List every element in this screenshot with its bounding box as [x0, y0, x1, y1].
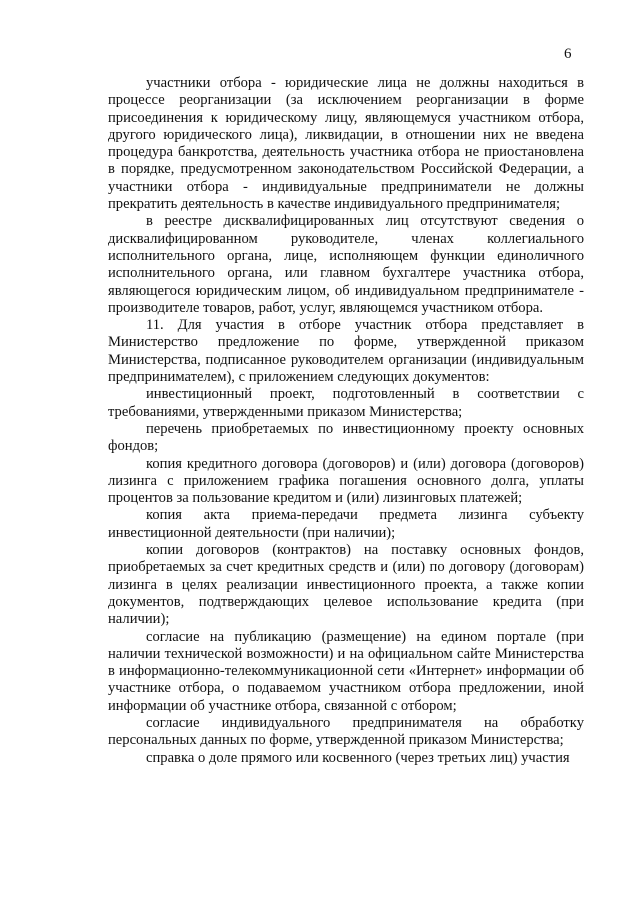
paragraph-fixed-assets-list: перечень приобретаемых по инвестиционному проекту основных фондов;	[108, 420, 584, 455]
paragraph-clause-11: 11. Для участия в отборе участник отбора представляет в Министерство предложение по форме, утвержденной приказом Министерства, подписанное руководителем организации (индивидуальным предпринимателем), с приложением следующих документов:	[108, 317, 584, 386]
document-body	[108, 75, 584, 767]
paragraph-participation-share-certificate: справка о доле прямого или косвенного (через третьих лиц) участия	[146, 749, 570, 766]
paragraph-credit-agreement-copy: копия кредитного договора (договоров) и (или) договора (договоров) лизинга с приложением графика погашения основного долга, уплаты процентов за пользование кредитом и (или) лизинговых платежей;	[108, 455, 584, 507]
page-number: 6	[564, 46, 572, 62]
paragraph-personal-data-consent: согласие индивидуального предпринимателя на обработку персональных данных по форме, утвержденной приказом Министерства;	[108, 714, 584, 749]
paragraph-publication-consent: согласие на публикацию (размещение) на едином портале (при наличии технической возможности) и на официальном сайте Министерства в информационно-телекоммуникационной сети «Интернет» информации об участнике отбора, о подаваемом участником отбора предложении, иной информации об участнике отбора, связанной с отбором;	[108, 628, 584, 714]
paragraph-supply-contracts-copies: копии договоров (контрактов) на поставку основных фондов, приобретаемых за счет кредитных средств и (или) по договору (договорам) лизинга в целях реализации инвестиционного проекта, а также копии документов, подтверждающих целевое использование кредита (при наличии);	[108, 542, 584, 628]
paragraph-disqualified-registry: в реестре дисквалифицированных лиц отсутствуют сведения о дисквалифицированном руководителе, членах коллегиального исполнительного органа, лице, исполняющем функции единоличного исполнительного органа, или главном бухгалтере участника отбора, являющегося юридическим лицом, об индивидуальном предпринимателе - производителе товаров, работ, услуг, являющемся участником отбора.	[108, 213, 584, 316]
paragraph-investment-project: инвестиционный проект, подготовленный в соответствии с требованиями, утвержденными приказом Министерства;	[108, 386, 584, 420]
paragraph-leasing-act-copy: копия акта приема-передачи предмета лизинга субъекту инвестиционной деятельности (при наличии);	[108, 507, 584, 541]
paragraph-reorganization: участники отбора - юридические лица не должны находиться в процессе реорганизации (за исключением реорганизации в форме присоединения к юридическому лицу, являющемуся участником отбора, другого юридического лица), ликвидации, в отношении них не введена процедура банкротства, деятельность участника отбора не приостановлена в порядке, предусмотренном законодательством Российской Федерации, а участники отбора - индивидуальные предприниматели не должны прекратить деятельность в качестве индивидуального предпринимателя;	[108, 75, 584, 213]
